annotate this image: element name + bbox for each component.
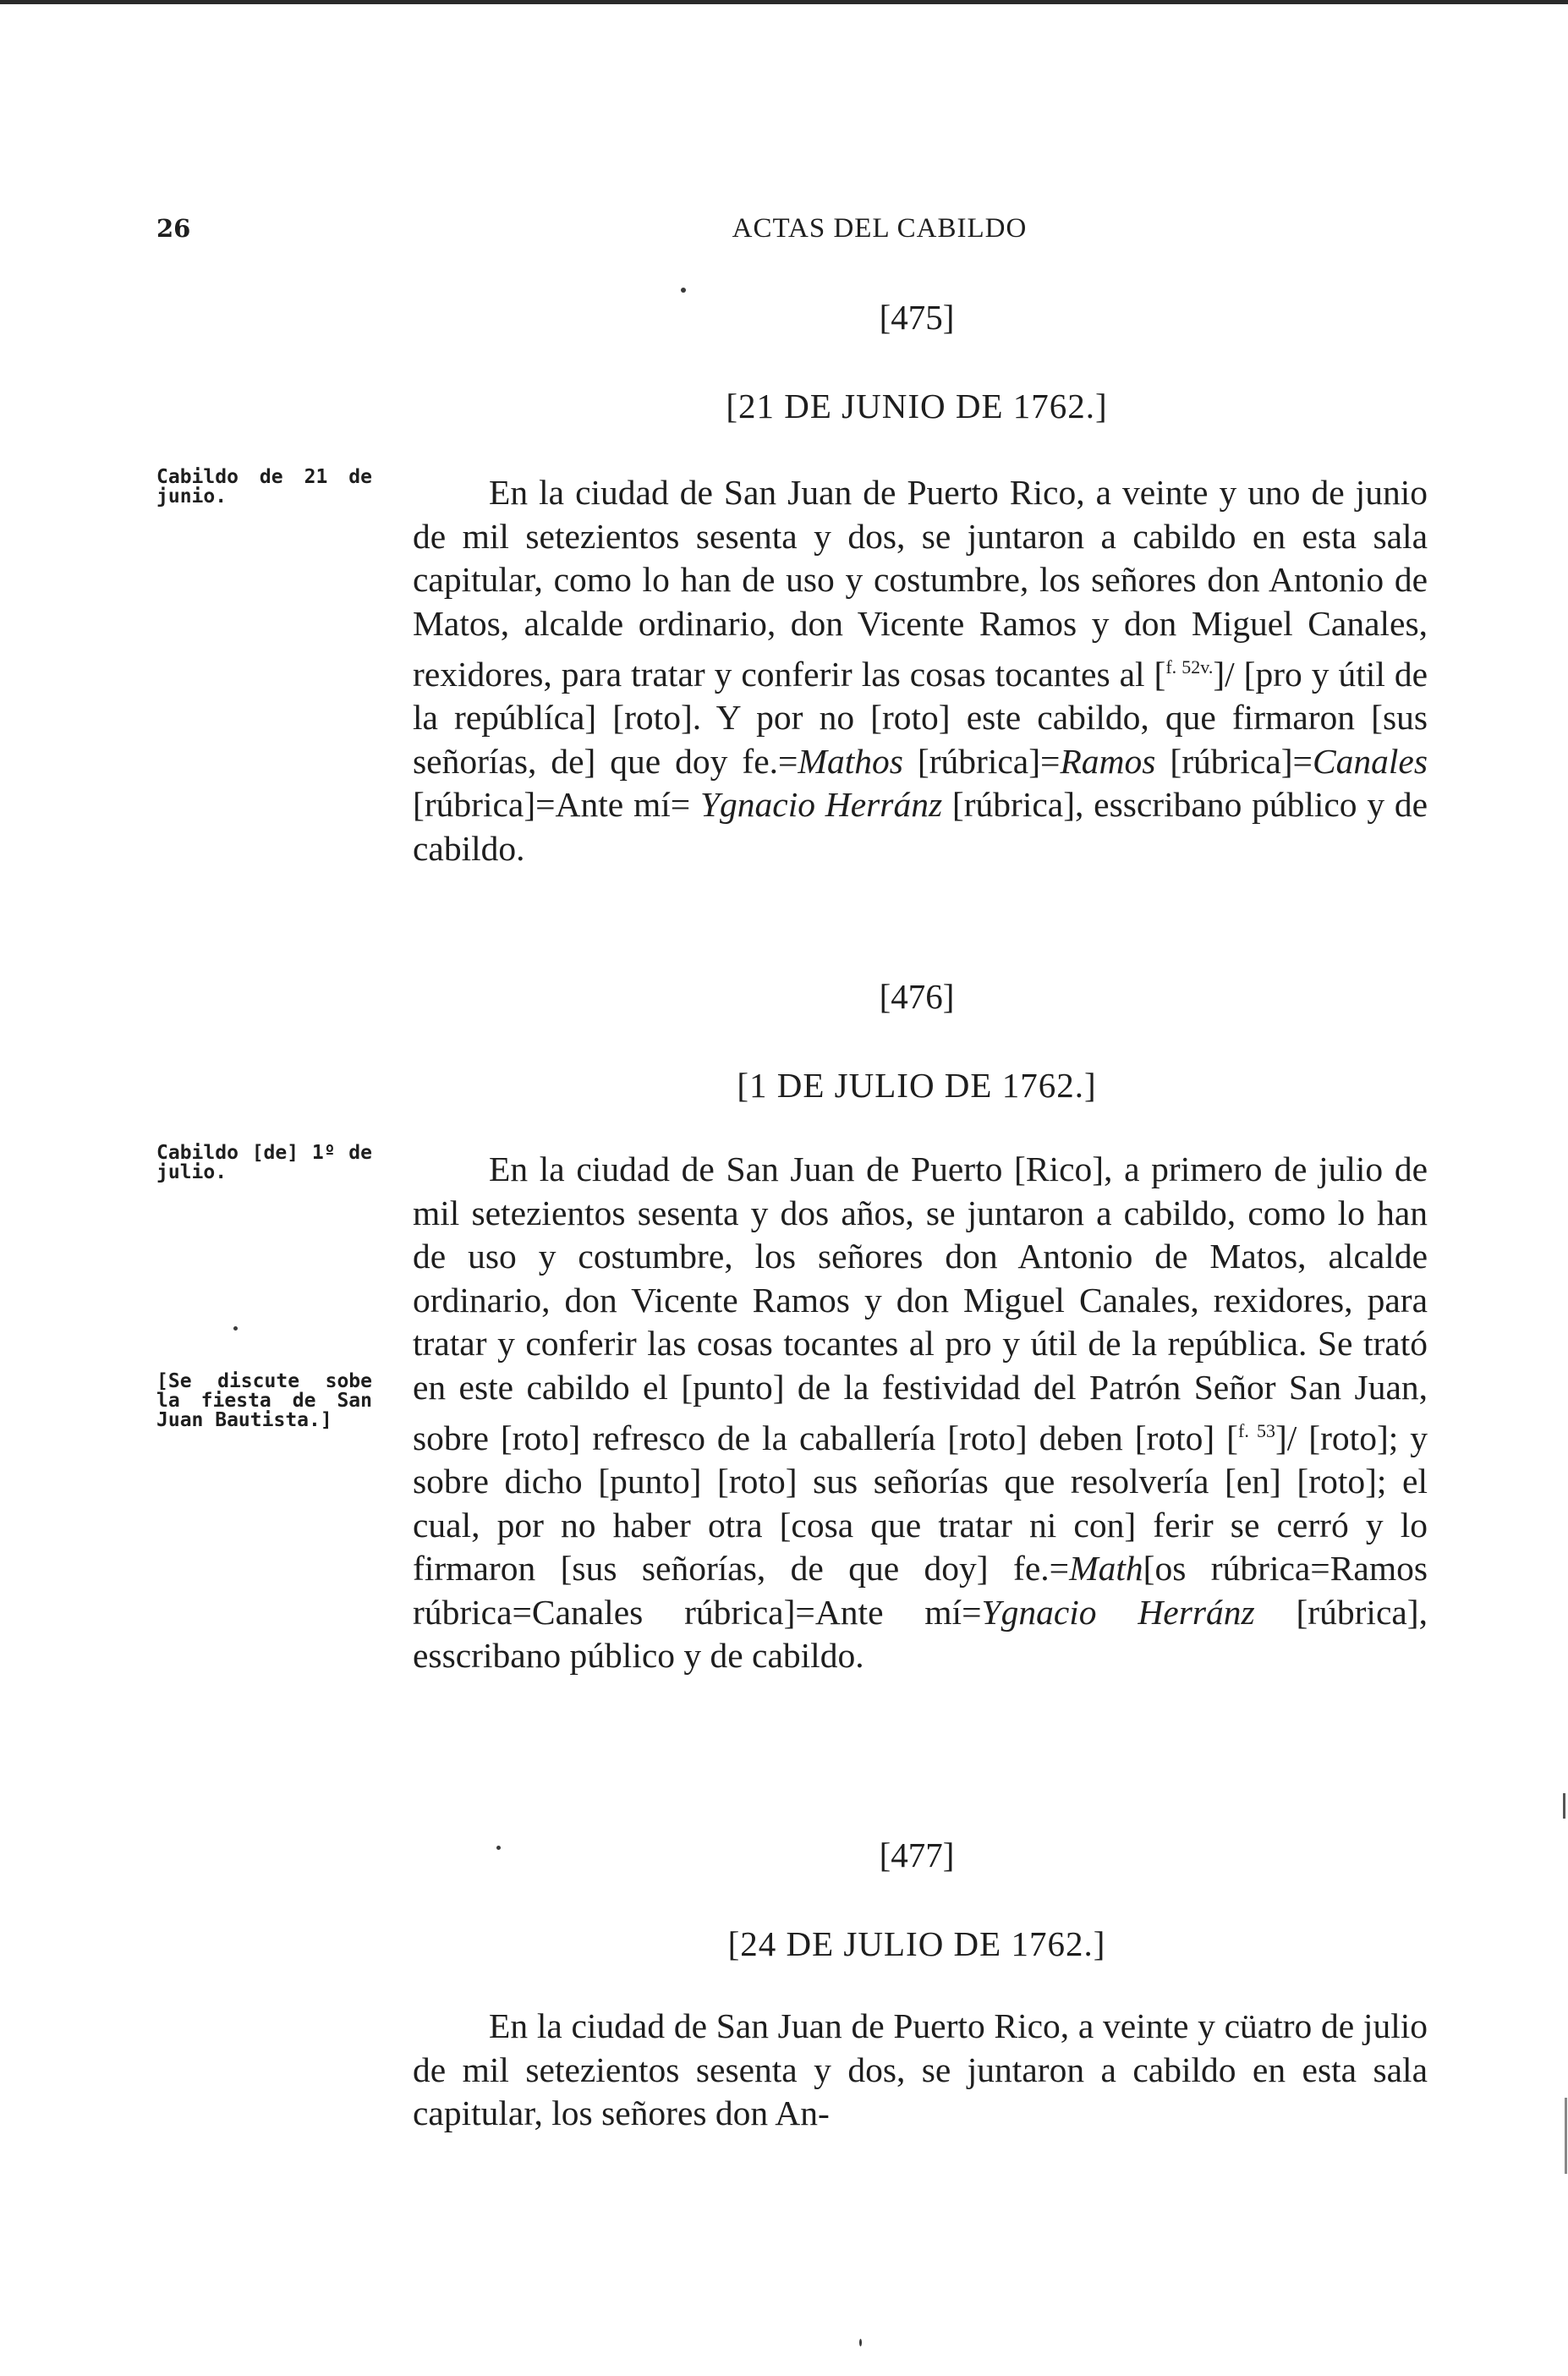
signature-name: Mathos — [798, 741, 903, 781]
page-edge-mark — [1565, 2098, 1567, 2174]
page-edge-mark — [1563, 1793, 1565, 1819]
page-number: 26 — [156, 214, 191, 243]
scan-speck — [496, 1846, 501, 1850]
act-date: [21 DE JUNIO DE 1762.] — [726, 387, 1108, 425]
scan-speck — [859, 2339, 862, 2346]
act-paragraph: En la ciudad de San Juan de Puerto Rico, a veinte y uno de junio de mil setezientos sesenta y dos, se juntaron a cabildo en esta sala capitular, como lo han de uso y costumbre, los señores don Antonio de Matos, alcalde ordinario, don Vicente Ramos y don Miguel Canales, rexidores, para tratar y conferir las cosas tocantes al [$^{f. 52v.}$]/ [pro y útil de la repúblíca] [roto]. Y por no [roto] este cabildo, que firmaron [sus señorías, de] que doy fe.=Mathos [rúbrica]=Ramos [rúbrica]=Canales [rúbrica]=Ante mí= Ygnacio Herránz [rúbrica], esscribano público y de cabildo. — [413, 473, 1428, 868]
signature-name: Ygnacio Herránz — [699, 785, 943, 825]
act-date: [1 DE JULIO DE 1762.] — [737, 1066, 1097, 1105]
folio-reference: f. 53 — [1238, 1420, 1275, 1441]
running-title: ACTAS DEL CABILDO — [732, 213, 1028, 244]
scan-speck — [233, 1326, 238, 1331]
margin-note: Cabildo [de] 1º de julio. — [156, 1142, 372, 1183]
margin-note: [Se discute sobe la fiesta de San Juan Bautista.] — [156, 1370, 372, 1431]
signature-name: Math — [1069, 1549, 1143, 1589]
act-number: [477] — [879, 1836, 955, 1874]
folio-reference: f. 52v. — [1165, 656, 1214, 678]
act-date: [24 DE JULIO DE 1762.] — [727, 1924, 1106, 1963]
scan-speck — [681, 288, 686, 293]
signature-name: Canales — [1312, 741, 1428, 781]
margin-note: Cabildo de 21 de junio. — [156, 466, 372, 508]
act-paragraph: En la ciudad de San Juan de Puerto [Rico], a primero de julio de mil setezientos sesenta y dos años, se juntaron a cabildo, como lo han de uso y costumbre, los señores don Antonio de Matos, alcalde ordinario, don Vicente Ramos y don Miguel Canales, rexidores, para tratar y conferir las cosas tocantes al pro y útil de la república. Se trató en este cabildo el [punto] de la festividad del Patrón Señor San Juan, sobre [roto] refresco de la caballería [roto] deben [roto] [$^{f. 53}$]/ [roto]; y sobre dicho [punto] [roto] sus señorías que resolvería [en] [roto]; el cual, por no haber otra [cosa que tratar ni con] ferir se cerró y lo firmaron [sus señorías, de que doy] fe.=Math[os rúbrica=Ramos rúbrica=Canales rúbrica]=Ante mí=Ygnacio Herránz [rúbrica], esscribano público y de cabildo. — [413, 1150, 1428, 1676]
signature-name: Ygnacio Herránz — [981, 1592, 1255, 1632]
act-number: [476] — [879, 977, 955, 1016]
signature-name: Ramos — [1060, 741, 1156, 781]
act-number: [475] — [879, 298, 955, 337]
act-paragraph: En la ciudad de San Juan de Puerto Rico, a veinte y cüatro de julio de mil setezientos sesenta y dos, se juntaron a cabildo en esta sala capitular, los señores don An- — [413, 2006, 1428, 2132]
page-top-edge — [0, 0, 1568, 4]
